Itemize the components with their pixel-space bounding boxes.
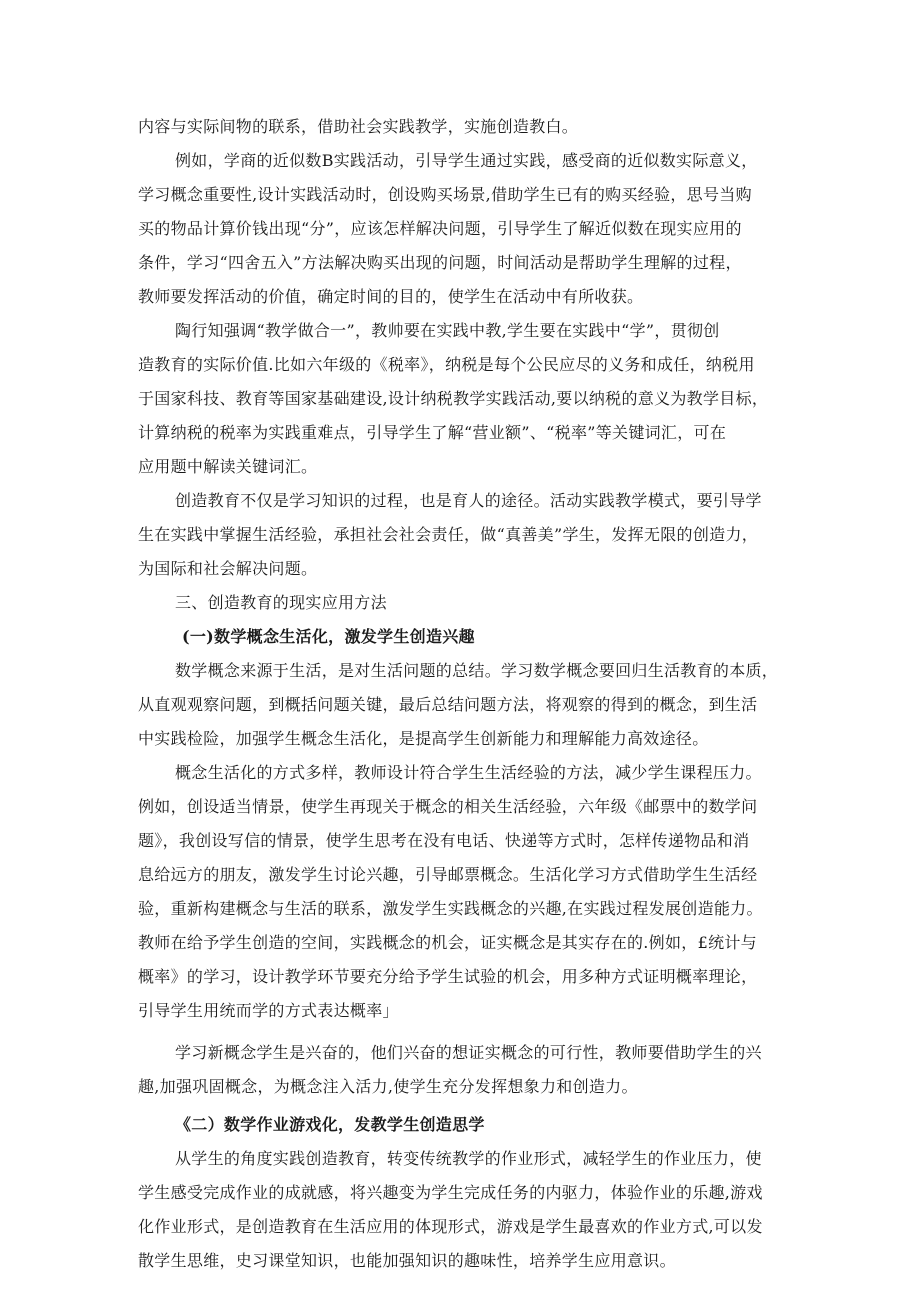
text-line: 概率》的学习，设计教学环节要充分给予学生试验的机会，用多种方式证明概率理论， [138,967,758,986]
text-line: 从直观观察问题，到概括问题关键，最后总结问题方法，将观察的得到的概念，到生活 [138,695,758,714]
text-line: 造教育的实际价值.比如六年级的《税率》，纳税是每个公民应尽的义务和成任，纳税用 [138,355,755,374]
subsection-heading: 《二）数学作业游戏化，发教学生创造思学 [175,1115,485,1134]
text-line: 买的物品计算价钱出现“分”，应该怎样解决问题，引导学生了解近似数在现实应用的 [138,219,742,238]
text-line: 化作业形式，是创造教育在生活应用的体现形式，游戏是学生最喜欢的作业方式,可以发 [138,1217,763,1236]
text-line: 内容与实际间物的联系，借助社会实践教学，实施创造教白。 [138,117,579,136]
text-line: 例如，创设适当情景，使学生再现关于概念的相关生活经验，六年级《邮票中的数学问 [138,797,758,816]
text-line: 数学概念来源于生活，是对生活问题的总结。学习数学概念要回归生活教育的本质， [175,661,779,680]
text-line: 例如，学商的近似数B实践活动，引导学生通过实践，感受商的近似数实际意义， [175,151,758,170]
text-line: 条件，学习“四舍五入”方法解决购买出现的问题，时间活动是帮助学生理解的过程， [138,253,742,272]
text-line: 从学生的角度实践创造教育，转变传统教学的作业形式，减轻学生的作业压力，使 [175,1149,762,1168]
text-line: 于国家科技、教育等国家基础建设,设计纳税教学实践活动,要以纳税的意义为教学目标， [138,389,769,408]
text-line: 生在实践中掌握生活经验，承担社会社会责任，做“真善美”学生，发挥无限的创造力， [138,525,759,544]
text-line: 学习新概念学生是兴奋的，他们兴奋的想证实概念的可行性，教师要借助学生的兴 [175,1043,762,1062]
text-line: 引导学生用统而学的方式表达概率」 [138,1001,399,1020]
text-line: 息给远方的朋友，激发学生讨论兴趣，引导邮票概念。生活化学习方式借助学生生活经 [138,865,758,884]
text-line: 学习概念重要性,设计实践活动时，创设购买场景,借助学生已有的购买经验，思号当购 [138,185,752,204]
text-line: 散学生思维，史习课堂知识，也能加强知识的趣味性，培养学生应用意识。 [138,1251,676,1270]
text-line: 为国际和社会解决问题。 [138,559,318,578]
text-line: 应用题中解读关键词汇。 [138,457,318,476]
text-line: 教师在给予学生创造的空间，实践概念的机会，证实概念是其实存在的.例如，£统计与 [138,933,757,952]
text-line: 中实践检险，加强学生概念生活化，是提高学生创新能力和理解能力高效途径。 [138,729,709,748]
text-line: 趣,加强巩固概念，为概念注入活力,使学生充分发挥想象力和创造力。 [138,1077,638,1096]
text-line: 概念生活化的方式多样，教师设计符合学生生活经验的方法，减少学生课程压力。 [175,763,762,782]
text-line: 学生感受完成作业的成就感，将兴趣变为学生完成任务的内驱力，体验作业的乐趣,游戏 [138,1183,763,1202]
text-line: 陶行知强调“教学做合一”，教帅要在实践中教,学生要在实践中“学”，贯彻创 [175,321,720,340]
text-line: 教师要发挥活动的价值，确定时间的目的，使学生在活动中有所收获。 [138,287,644,306]
text-line: 验，重新构建概念与生活的联系，激发学生实践概念的兴趣,在实践过程发展创造能力。 [138,899,763,918]
subsection-heading: (一)数学概念生活化，激发学生创造兴趣 [182,627,475,646]
section-heading: 三、创造教育的现实应用方法 [175,593,387,612]
text-line: 题》，我创设写信的情景，使学生思考在没有电话、快递等方式时，怎样传递物品和消 [138,831,750,850]
text-line: 创造教育不仅是学习知识的过程，也是育人的途径。活动实践教学模式，要引导学 [175,491,762,510]
text-line: 计算纳税的税率为实践重难点，引导学生了解“营业额”、“税率”等关键词汇，可在 [138,423,727,442]
